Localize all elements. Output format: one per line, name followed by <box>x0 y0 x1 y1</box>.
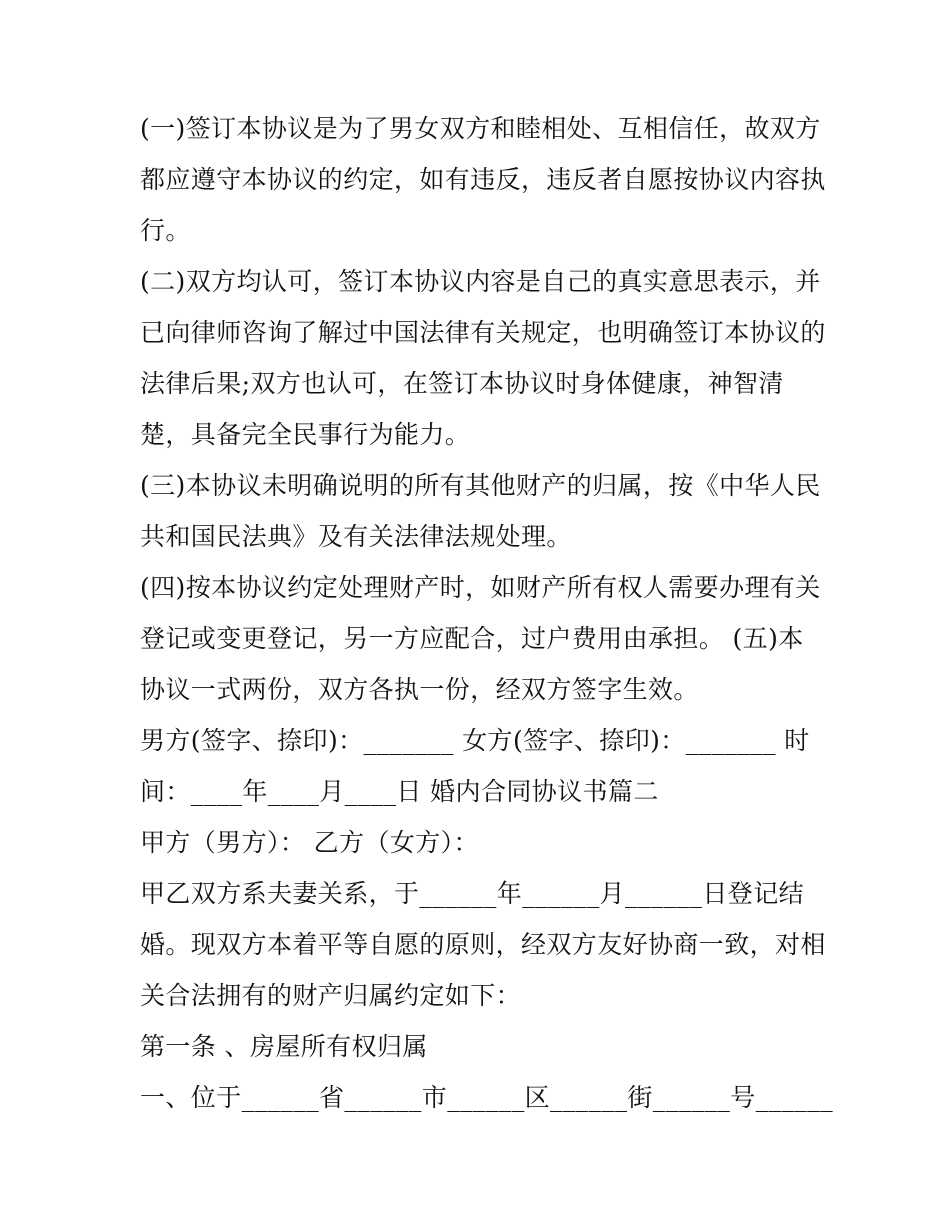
text-line: 已向律师咨询了解过中国法律有关规定，也明确签订本协议的 <box>140 318 826 347</box>
text-line: 甲方（男方）： 乙方（女方）： <box>140 828 479 857</box>
text-line: 间：____年____月____日 婚内合同协议书篇二 <box>140 777 659 806</box>
text-line: 行。 <box>140 216 191 245</box>
text-line: 一、位于______省______市______区______街______号______ <box>140 1083 834 1112</box>
text-line: (四)按本协议约定处理财产时，如财产所有权人需要办理有关 <box>140 573 821 602</box>
text-line: 关合法拥有的财产归属约定如下： <box>140 981 522 1010</box>
text-line: 第一条 、房屋所有权归属 <box>140 1032 428 1061</box>
text-line: 法律后果;双方也认可，在签订本协议时身体健康，神智清 <box>140 369 784 398</box>
text-line: 男方(签字、捺印)：_______ 女方(签字、捺印)：_______ 时 <box>140 726 810 755</box>
text-line: 楚，具备完全民事行为能力。 <box>140 420 471 449</box>
text-line: 甲乙双方系夫妻关系，于______年______月______日登记结 <box>140 879 805 908</box>
text-line: (二)双方均认可，签订本协议内容是自己的真实意思表示，并 <box>140 267 821 296</box>
text-line: 共和国民法典》及有关法律法规处理。 <box>140 522 572 551</box>
text-line: 都应遵守本协议的约定，如有违反，违反者自愿按协议内容执 <box>140 165 826 194</box>
text-line: (一)签订本协议是为了男女双方和睦相处、互相信任，故双方 <box>140 114 821 143</box>
text-line: 婚。现双方本着平等自愿的原则，经双方友好协商一致，对相 <box>140 930 826 959</box>
text-line: 协议一式两份，双方各执一份，经双方签字生效。 <box>140 675 699 704</box>
text-line: (三)本协议未明确说明的所有其他财产的归属，按《中华人民 <box>140 471 821 500</box>
text-line: 登记或变更登记，另一方应配合，过户费用由承担。 (五)本 <box>140 624 804 653</box>
